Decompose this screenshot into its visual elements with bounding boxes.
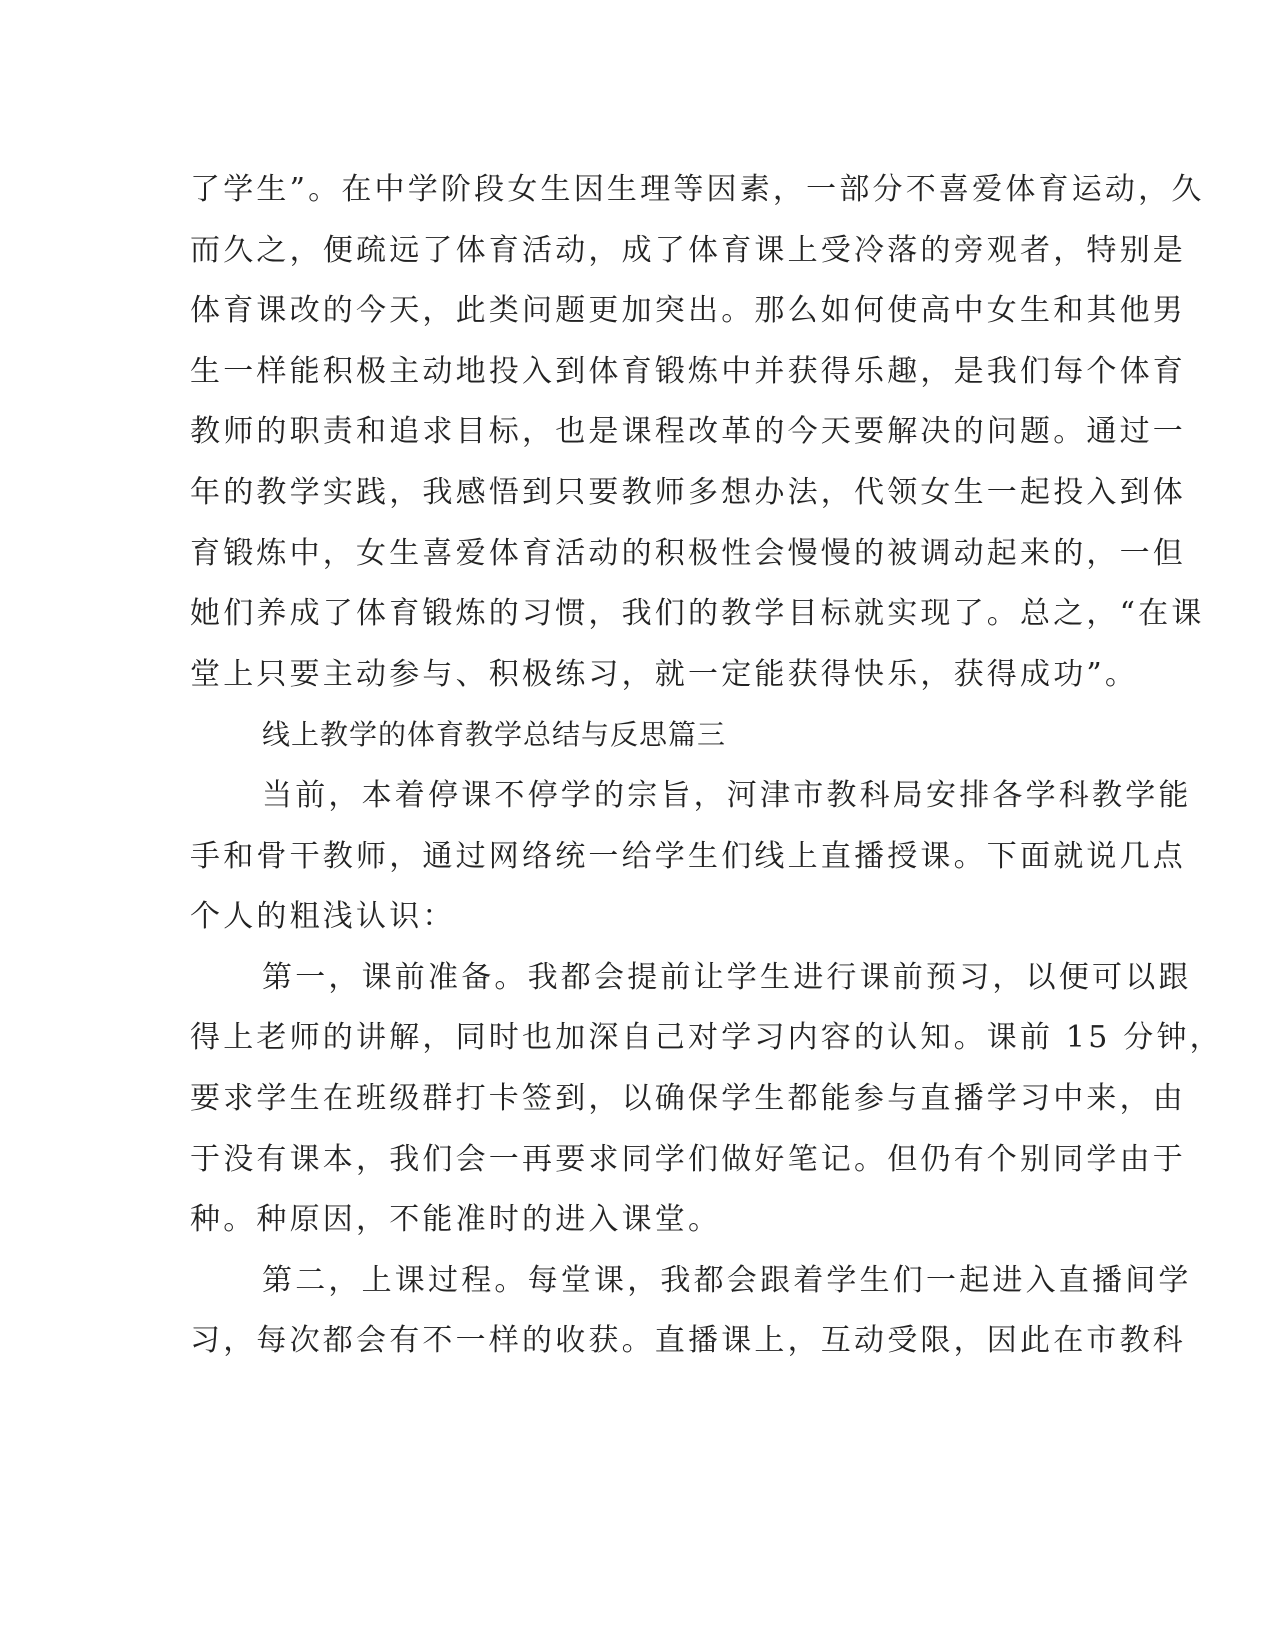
paragraph-start-line: 第一，课前准备。我都会提前让学生进行课前预习，以便可以跟	[262, 959, 1192, 995]
body-line: 习，每次都会有不一样的收获。直播课上，互动受限，因此在市教科	[190, 1323, 1186, 1359]
body-line: 教师的职责和追求目标，也是课程改革的今天要解决的问题。通过一	[190, 414, 1186, 450]
body-line: 生一样能积极主动地投入到体育锻炼中并获得乐趣，是我们每个体育	[190, 353, 1186, 389]
body-line: 个人的粗浅认识：	[190, 899, 456, 935]
body-line: 要求学生在班级群打卡签到，以确保学生都能参与直播学习中来，由	[190, 1080, 1186, 1116]
body-line: 年的教学实践，我感悟到只要教师多想办法，代领女生一起投入到体	[190, 474, 1186, 510]
section-heading: 线上教学的体育教学总结与反思篇三	[262, 718, 727, 752]
body-line: 育锻炼中，女生喜爱体育活动的积极性会慢慢的被调动起来的，一但	[190, 535, 1186, 571]
body-line: 体育课改的今天，此类问题更加突出。那么如何使高中女生和其他男	[190, 293, 1186, 329]
body-line: 于没有课本，我们会一再要求同学们做好笔记。但仍有个别同学由于	[190, 1141, 1186, 1177]
body-line: 得上老师的讲解，同时也加深自己对学习内容的认知。课前 15 分钟，	[190, 1020, 1223, 1056]
body-line: 手和骨干教师，通过网络统一给学生们线上直播授课。下面就说几点	[190, 838, 1186, 874]
document-body	[190, 160, 1223, 1372]
body-line: 她们养成了体育锻炼的习惯，我们的教学目标就实现了。总之，“在课	[190, 596, 1205, 632]
body-line: 了学生”。在中学阶段女生因生理等因素，一部分不喜爱体育运动，久	[190, 172, 1205, 207]
body-line: 堂上只要主动参与、积极练习，就一定能获得快乐，获得成功”。	[190, 656, 1139, 692]
body-line: 而久之，便疏远了体育活动，成了体育课上受冷落的旁观者，特别是	[190, 232, 1186, 268]
paragraph-start-line: 第二，上课过程。每堂课，我都会跟着学生们一起进入直播间学	[262, 1262, 1192, 1298]
body-line: 种。种原因，不能准时的进入课堂。	[190, 1202, 722, 1238]
paragraph-start-line: 当前，本着停课不停学的宗旨，河津市教科局安排各学科教学能	[262, 777, 1192, 813]
